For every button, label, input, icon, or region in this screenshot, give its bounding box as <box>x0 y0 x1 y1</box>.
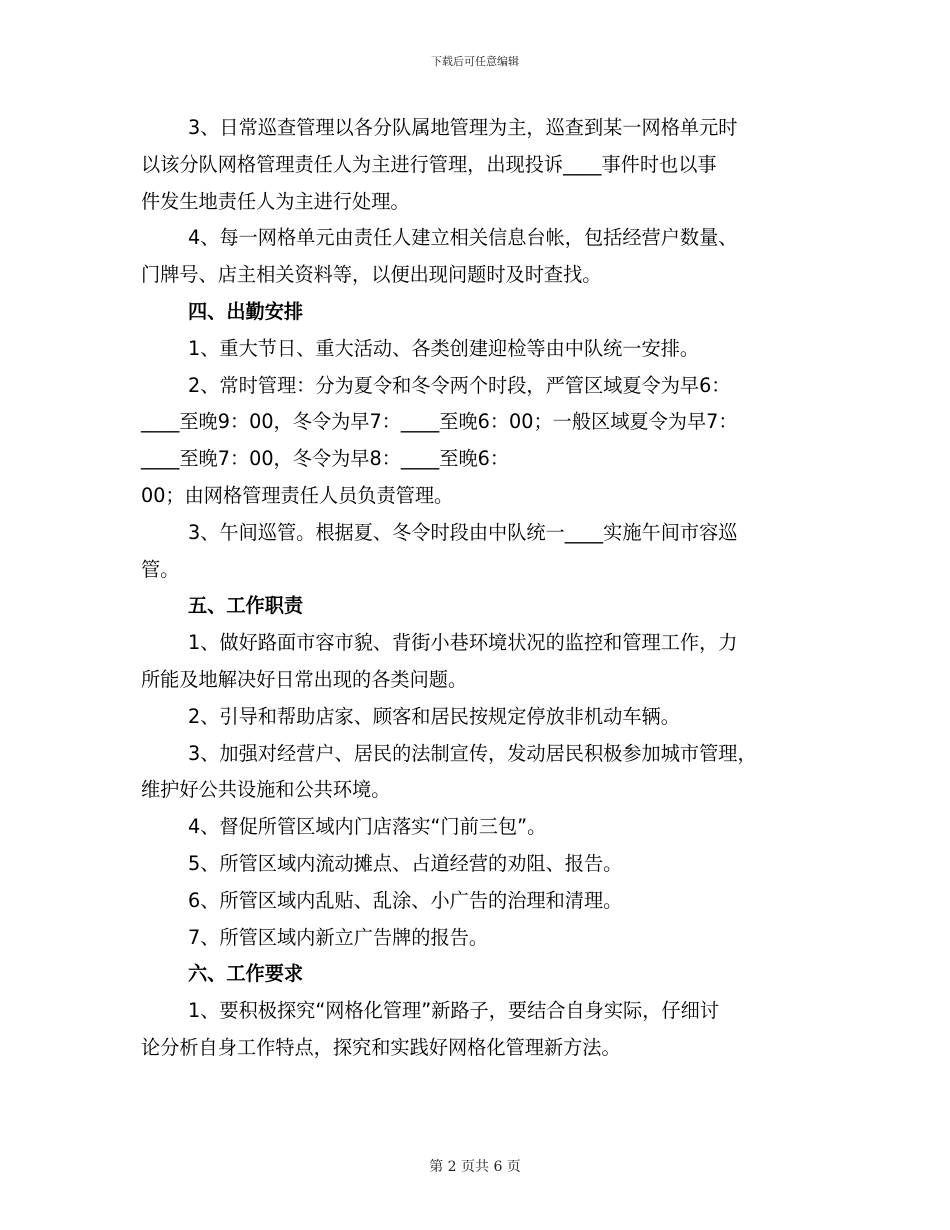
page-header: 下载后可任意编辑 <box>431 55 519 68</box>
text-line: 以该分队网格管理责任人为主进行管理，出现投诉____事件时也以事 <box>141 152 717 176</box>
text-line: 1、做好路面市容市貌、背街小巷环境状况的监控和管理工作，力 <box>188 631 738 655</box>
text-line: 00；由网格管理责任人员负责管理。 <box>141 483 454 507</box>
document-body <box>141 110 821 1067</box>
section-heading: 六、工作要求 <box>188 962 304 986</box>
text-line: 7、所管区域内新立广告牌的报告。 <box>188 925 489 949</box>
text-line: 维护好公共设施和公共环境。 <box>141 778 391 802</box>
section-heading: 五、工作职责 <box>188 594 304 618</box>
text-line: 4、每一网格单元由责任人建立相关信息台帐，包括经营户数量、 <box>188 226 738 250</box>
text-line: ____至晚7：00，冬令为早8：____至晚6： <box>141 447 510 471</box>
text-line: 6、所管区域内乱贴、乱涂、小广告的治理和清理。 <box>188 888 623 912</box>
text-line: 门牌号、店主相关资料等，以便出现问题时及时查找。 <box>141 263 602 287</box>
text-line: 1、重大节日、重大活动、各类创建迎检等由中队统一安排。 <box>188 336 700 360</box>
page-footer: 第 2 页共 6 页 <box>429 1159 521 1175</box>
text-line: 3、午间巡管。根据夏、冬令时段由中队统一____实施午间市容巡 <box>188 520 738 544</box>
text-line: 2、引导和帮助店家、顾客和居民按规定停放非机动车辆。 <box>188 704 680 728</box>
text-line: 1、要积极探究“网格化管理”新路子，要结合自身实际，仔细讨 <box>188 999 719 1023</box>
text-line: 2、常时管理：分为夏令和冬令两个时段，严管区域夏令为早6： <box>188 373 731 397</box>
text-line: 3、日常巡查管理以各分队属地管理为主，巡查到某一网格单元时 <box>188 116 738 139</box>
text-line: 4、督促所管区域内门店落实“门前三包”。 <box>188 815 547 839</box>
text-line: 5、所管区域内流动摊点、占道经营的劝阻、报告。 <box>188 851 623 875</box>
text-line: 件发生地责任人为主进行处理。 <box>141 189 410 213</box>
text-line: 论分析自身工作特点，探究和实践好网格化管理新方法。 <box>141 1035 621 1059</box>
text-line: ____至晚9：00，冬令为早7：____至晚6：00；一般区域夏令为早7： <box>141 410 738 434</box>
text-line: 管。 <box>141 557 180 581</box>
text-line: 所能及地解决好日常出现的各类问题。 <box>141 667 468 691</box>
section-heading: 四、出勤安排 <box>188 299 304 323</box>
text-line: 3、加强对经营户、居民的法制宣传，发动居民积极参加城市管理， <box>188 741 757 765</box>
